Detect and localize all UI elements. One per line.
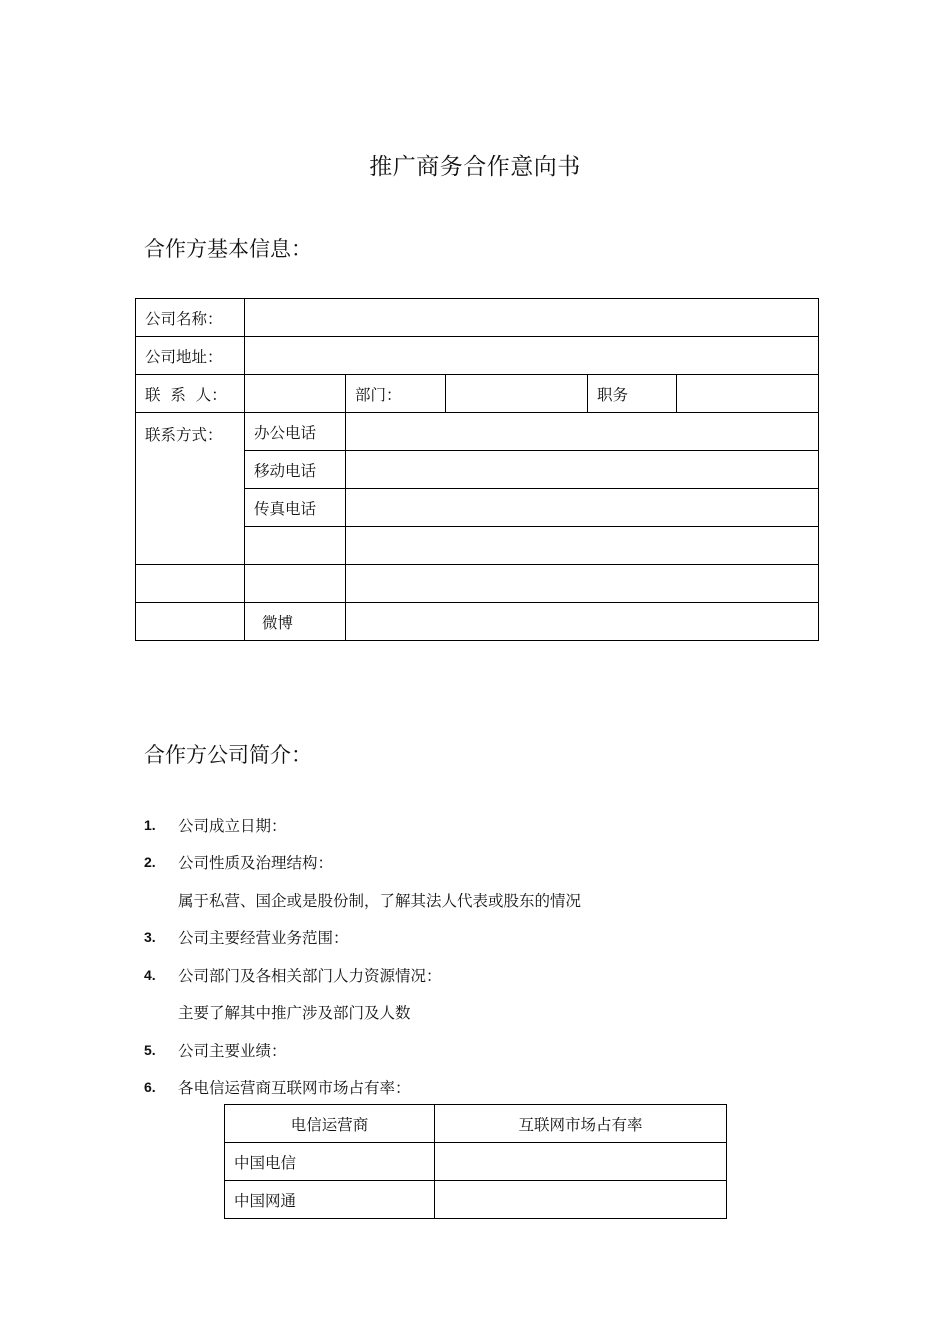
list-number: 1.: [144, 816, 156, 833]
label-contact-method: 联系方式：: [136, 413, 245, 565]
blank-label-cell: [136, 603, 245, 641]
market-share-field[interactable]: [435, 1181, 727, 1219]
list-item: [144, 956, 581, 994]
mobile-phone-field[interactable]: [346, 451, 819, 489]
basic-info-table: [135, 298, 819, 641]
table-row: [225, 1143, 727, 1181]
table-row: [136, 375, 819, 413]
market-share-table: [224, 1104, 727, 1219]
label-mobile-phone: 移动电话: [245, 451, 346, 489]
list-subtext: 主要了解其中推广涉及部门及人数: [178, 1004, 411, 1023]
list-text: 公司性质及治理结构：: [178, 854, 334, 873]
column-header-market-share: 互联网市场占有率: [435, 1105, 727, 1143]
label-department: 部门：: [346, 375, 446, 413]
label-company-address: 公司地址：: [136, 337, 245, 375]
list-text: 公司部门及各相关部门人力资源情况：: [178, 966, 442, 985]
operator-cell: 中国电信: [225, 1143, 435, 1181]
document-title: 推广商务合作意向书: [369, 154, 581, 180]
table-row: [136, 337, 819, 375]
list-text: 公司成立日期：: [178, 816, 287, 835]
list-item: [144, 806, 581, 844]
company-address-field[interactable]: [245, 337, 819, 375]
contact-person-field[interactable]: [245, 375, 346, 413]
office-phone-field[interactable]: [346, 413, 819, 451]
table-row: [136, 413, 819, 451]
table-row: [136, 299, 819, 337]
section-heading-company-intro: 合作方公司简介：: [144, 743, 312, 767]
list-number: 4.: [144, 966, 156, 983]
label-office-phone: 办公电话: [245, 413, 346, 451]
section-heading-basic-info: 合作方基本信息：: [144, 237, 312, 261]
label-contact-person: 联 系 人：: [136, 375, 245, 413]
position-field[interactable]: [677, 375, 819, 413]
company-intro-list: [144, 806, 581, 1106]
label-weibo: 微博: [245, 603, 346, 641]
department-field[interactable]: [446, 375, 588, 413]
list-item: [144, 844, 581, 882]
blank-label-cell: [245, 565, 346, 603]
list-subtext: 属于私营、国企或是股份制，了解其法人代表或股东的情况: [178, 891, 582, 910]
blank-label-cell: [245, 527, 346, 565]
list-item: [144, 919, 581, 957]
label-fax-phone: 传真电话: [245, 489, 346, 527]
blank-field[interactable]: [346, 565, 819, 603]
list-number: 3.: [144, 929, 156, 946]
list-item: [144, 1069, 581, 1107]
market-share-field[interactable]: [435, 1143, 727, 1181]
table-row: [136, 565, 819, 603]
list-item: [144, 1031, 581, 1069]
blank-field[interactable]: [346, 527, 819, 565]
blank-label-cell: [136, 565, 245, 603]
label-position: 职务: [588, 375, 677, 413]
weibo-field[interactable]: [346, 603, 819, 641]
company-name-field[interactable]: [245, 299, 819, 337]
column-header-operator: 电信运营商: [225, 1105, 435, 1143]
list-number: 6.: [144, 1079, 156, 1096]
fax-phone-field[interactable]: [346, 489, 819, 527]
operator-cell: 中国网通: [225, 1181, 435, 1219]
list-text: 公司主要经营业务范围：: [178, 929, 349, 948]
list-number: 2.: [144, 854, 156, 871]
list-text: 各电信运营商互联网市场占有率：: [178, 1079, 411, 1098]
table-row: [225, 1181, 727, 1219]
table-header-row: [225, 1105, 727, 1143]
table-row: [136, 603, 819, 641]
label-company-name: 公司名称：: [136, 299, 245, 337]
list-number: 5.: [144, 1041, 156, 1058]
list-text: 公司主要业绩：: [178, 1041, 287, 1060]
